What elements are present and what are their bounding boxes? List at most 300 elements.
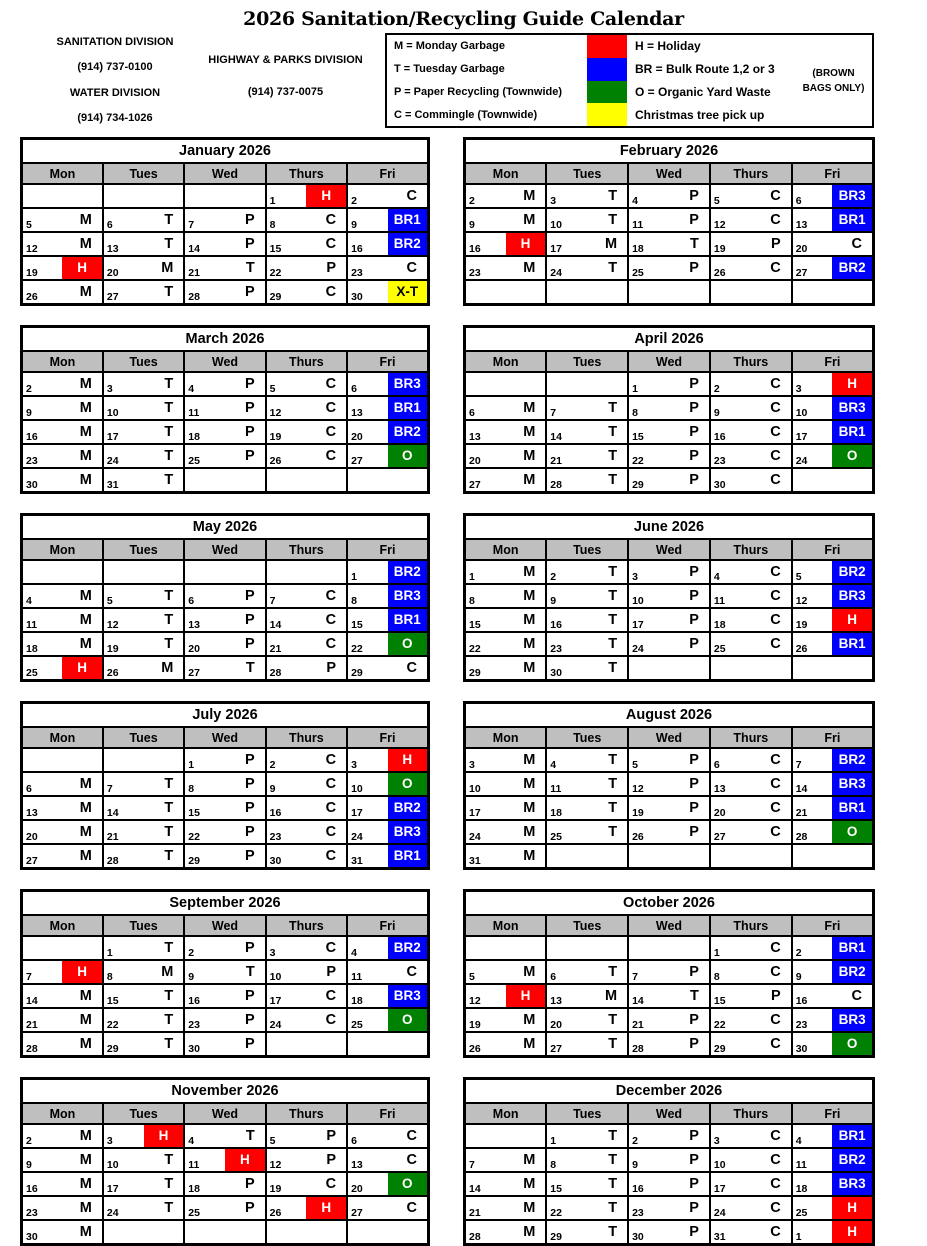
month-title: March 2026 xyxy=(22,327,429,352)
pickup-code: P xyxy=(245,447,255,464)
pickup-code: T xyxy=(608,1035,618,1052)
pickup-code: C xyxy=(770,823,781,840)
date-number: 9 xyxy=(550,594,557,607)
pickup-code: O xyxy=(388,773,427,795)
date-number: 16 xyxy=(469,242,481,255)
date-number: 16 xyxy=(795,994,808,1007)
sanitation-water-contact-block xyxy=(30,36,200,124)
date-number: 9 xyxy=(26,406,32,419)
day-cell xyxy=(792,444,874,468)
date-number: 9 xyxy=(26,1158,32,1171)
day-cell xyxy=(347,280,428,305)
date-number: 23 xyxy=(632,1206,644,1219)
day-cell xyxy=(792,256,874,280)
dow-header: Tues xyxy=(546,915,628,936)
pickup-code: M xyxy=(523,611,536,628)
date-number: 11 xyxy=(26,618,38,631)
day-cell xyxy=(792,632,874,656)
day-cell xyxy=(266,1032,347,1057)
day-cell xyxy=(710,560,792,584)
date-number: 13 xyxy=(351,406,363,419)
day-cell xyxy=(22,396,103,420)
dow-header: Mon xyxy=(22,1103,103,1124)
day-cell xyxy=(628,844,710,869)
date-number: 27 xyxy=(351,1206,363,1219)
pickup-code: BR2 xyxy=(388,233,427,255)
day-cell xyxy=(546,184,628,208)
pickup-code: T xyxy=(164,1175,174,1192)
date-number: 20 xyxy=(106,266,119,279)
date-number: 10 xyxy=(351,782,363,795)
day-cell xyxy=(184,184,265,208)
date-number: 12 xyxy=(269,406,282,419)
date-number: 22 xyxy=(188,830,200,843)
pickup-code: C xyxy=(325,823,337,840)
week-row xyxy=(22,1124,429,1148)
pickup-code: C xyxy=(770,1175,781,1192)
pickup-code: P xyxy=(689,1223,699,1240)
day-cell xyxy=(184,560,265,584)
date-number: 31 xyxy=(469,854,481,867)
day-cell xyxy=(347,936,428,960)
date-number: 3 xyxy=(351,758,357,771)
pickup-code: T xyxy=(245,259,255,276)
pickup-code: P xyxy=(245,751,255,768)
week-row xyxy=(465,960,874,984)
week-row xyxy=(22,796,429,820)
day-cell xyxy=(792,820,874,844)
day-cell xyxy=(347,960,428,984)
pickup-code: C xyxy=(325,939,337,956)
pickup-code: M xyxy=(523,423,536,440)
week-row xyxy=(22,1032,429,1057)
pickup-code: C xyxy=(325,399,337,416)
pickup-code: P xyxy=(689,375,699,392)
date-number: 29 xyxy=(106,1042,119,1055)
pickup-code: C xyxy=(770,751,781,768)
date-number: 4 xyxy=(188,1134,195,1147)
pickup-code: M xyxy=(523,447,536,464)
date-number: 17 xyxy=(713,1182,726,1195)
week-row xyxy=(22,280,429,305)
date-number: 3 xyxy=(269,946,276,959)
day-cell xyxy=(710,820,792,844)
date-number: 23 xyxy=(713,454,726,467)
day-cell xyxy=(103,584,184,608)
date-number: 20 xyxy=(469,454,481,467)
day-cell xyxy=(628,1124,710,1148)
day-cell xyxy=(546,444,628,468)
pickup-code: T xyxy=(608,399,618,416)
dow-header: Wed xyxy=(628,915,710,936)
pickup-code: T xyxy=(164,987,174,1004)
pickup-code: P xyxy=(689,447,699,464)
dow-header: Tues xyxy=(546,1103,628,1124)
day-cell xyxy=(710,184,792,208)
date-number: 9 xyxy=(795,970,802,983)
date-number: 1 xyxy=(106,946,113,959)
day-cell xyxy=(465,1172,547,1196)
pickup-code: M xyxy=(79,1035,92,1052)
date-number: 24 xyxy=(469,830,481,843)
pickup-code: M xyxy=(79,587,92,604)
date-number: 13 xyxy=(795,218,808,231)
pickup-code: C xyxy=(325,987,337,1004)
week-row xyxy=(465,396,874,420)
day-cell xyxy=(792,208,874,232)
date-number: 3 xyxy=(632,570,638,583)
day-cell xyxy=(103,1008,184,1032)
day-cell xyxy=(546,656,628,681)
day-cell xyxy=(546,372,628,396)
dow-header: Thurs xyxy=(266,163,347,184)
legend-box xyxy=(385,33,874,128)
dow-header: Fri xyxy=(792,915,874,936)
dow-header: Mon xyxy=(22,539,103,560)
pickup-code: X-T xyxy=(388,281,427,303)
pickup-code: BR2 xyxy=(832,1149,872,1171)
pickup-code: M xyxy=(79,447,92,464)
date-number: 2 xyxy=(795,946,802,959)
pickup-code: M xyxy=(523,1035,536,1052)
day-cell xyxy=(22,1124,103,1148)
day-cell xyxy=(628,444,710,468)
day-cell xyxy=(103,656,184,681)
month-title: April 2026 xyxy=(465,327,874,352)
pickup-code: T xyxy=(164,1199,174,1216)
pickup-code: P xyxy=(771,235,781,252)
month-calendar-december xyxy=(463,1077,875,1246)
date-number: 17 xyxy=(795,430,808,443)
day-cell xyxy=(347,256,428,280)
date-number: 6 xyxy=(106,218,113,231)
christmas-color-swatch xyxy=(587,103,627,126)
day-cell xyxy=(266,1008,347,1032)
week-row xyxy=(465,1172,874,1196)
date-number: 21 xyxy=(106,830,119,843)
date-number: 5 xyxy=(269,382,276,395)
date-number: 15 xyxy=(188,806,200,819)
date-number: 6 xyxy=(469,406,475,419)
date-number: 6 xyxy=(550,970,557,983)
date-number: 1 xyxy=(713,946,720,959)
day-cell xyxy=(184,984,265,1008)
dow-header: Wed xyxy=(184,1103,265,1124)
date-number: 20 xyxy=(713,806,726,819)
day-cell xyxy=(546,1172,628,1196)
pickup-code: P xyxy=(689,563,699,580)
bulk-route-color-swatch xyxy=(587,58,627,81)
day-header-row xyxy=(465,539,874,560)
pickup-code: T xyxy=(164,235,174,252)
pickup-code: M xyxy=(523,587,536,604)
day-cell xyxy=(465,396,547,420)
pickup-code: T xyxy=(690,235,699,252)
date-number: 17 xyxy=(106,1182,119,1195)
day-cell xyxy=(103,468,184,493)
date-number: 2 xyxy=(550,570,557,583)
pickup-code: T xyxy=(608,1199,618,1216)
day-cell xyxy=(628,560,710,584)
date-number: 7 xyxy=(188,218,195,231)
pickup-code: H xyxy=(832,609,872,631)
pickup-code: C xyxy=(770,1127,781,1144)
pickup-code: O xyxy=(388,1173,427,1195)
legend-code-tuesday: T = Tuesday Garbage xyxy=(394,63,505,76)
date-number: 16 xyxy=(188,994,200,1007)
date-number: 24 xyxy=(632,642,644,655)
day-cell xyxy=(22,372,103,396)
date-number: 21 xyxy=(269,642,282,655)
pickup-code: C xyxy=(770,399,781,416)
day-cell xyxy=(546,420,628,444)
pickup-code: P xyxy=(689,1151,699,1168)
day-cell xyxy=(103,256,184,280)
date-number: 17 xyxy=(351,806,363,819)
date-number: 7 xyxy=(26,970,32,983)
date-number: 3 xyxy=(795,382,802,395)
day-cell xyxy=(628,820,710,844)
day-cell xyxy=(792,420,874,444)
date-number: 8 xyxy=(632,406,638,419)
day-cell xyxy=(792,1172,874,1196)
date-number: 16 xyxy=(26,1182,38,1195)
date-number: 21 xyxy=(550,454,562,467)
day-cell xyxy=(465,844,547,869)
day-cell xyxy=(184,1148,265,1172)
date-number: 22 xyxy=(351,642,363,655)
date-number: 24 xyxy=(351,830,363,843)
date-number: 27 xyxy=(351,454,363,467)
highway-parks-contact-block xyxy=(198,54,373,98)
date-number: 11 xyxy=(188,1158,200,1171)
date-number: 11 xyxy=(351,970,363,983)
day-cell xyxy=(465,772,547,796)
day-cell xyxy=(792,396,874,420)
day-cell xyxy=(628,280,710,305)
date-number: 13 xyxy=(188,618,200,631)
day-cell xyxy=(792,1148,874,1172)
day-cell xyxy=(546,1124,628,1148)
pickup-code: C xyxy=(770,611,781,628)
pickup-code: C xyxy=(325,1175,337,1192)
date-number: 26 xyxy=(106,666,119,679)
pickup-code: T xyxy=(164,1011,174,1028)
day-cell xyxy=(266,1124,347,1148)
day-cell xyxy=(103,608,184,632)
pickup-code: C xyxy=(325,1011,337,1028)
dow-header: Thurs xyxy=(710,727,792,748)
pickup-code: M xyxy=(523,1011,536,1028)
pickup-code: BR1 xyxy=(832,421,872,443)
day-cell xyxy=(266,184,347,208)
date-number: 13 xyxy=(351,1158,363,1171)
day-cell xyxy=(184,608,265,632)
date-number: 3 xyxy=(106,382,113,395)
date-number: 27 xyxy=(188,666,200,679)
pickup-code: C xyxy=(325,423,337,440)
day-cell xyxy=(465,184,547,208)
calendar-page xyxy=(0,8,927,1246)
month-title: December 2026 xyxy=(465,1079,874,1104)
date-number: 15 xyxy=(469,618,481,631)
month-title: October 2026 xyxy=(465,891,874,916)
pickup-code: P xyxy=(245,847,255,864)
date-number: 22 xyxy=(550,1206,562,1219)
pickup-code: M xyxy=(523,471,536,488)
date-number: 5 xyxy=(795,570,802,583)
dow-header: Wed xyxy=(628,539,710,560)
pickup-code: P xyxy=(689,1011,699,1028)
pickup-code: C xyxy=(325,611,337,628)
pickup-code: T xyxy=(245,963,255,980)
week-row xyxy=(22,656,429,681)
day-cell xyxy=(22,232,103,256)
day-cell xyxy=(546,844,628,869)
day-cell xyxy=(184,232,265,256)
week-row xyxy=(22,208,429,232)
date-number: 30 xyxy=(26,478,38,491)
date-number: 10 xyxy=(469,782,481,795)
pickup-code: T xyxy=(164,847,174,864)
pickup-code: T xyxy=(164,799,174,816)
pickup-code: M xyxy=(79,799,92,816)
division-phone: (914) 734-1026 xyxy=(77,111,153,124)
pickup-code: BR1 xyxy=(388,397,427,419)
date-number: 29 xyxy=(469,666,481,679)
day-cell xyxy=(22,468,103,493)
pickup-code: T xyxy=(608,775,618,792)
pickup-code: T xyxy=(164,635,174,652)
header xyxy=(20,32,907,131)
date-number: 30 xyxy=(26,1230,38,1243)
pickup-code: C xyxy=(325,847,337,864)
date-number: 30 xyxy=(632,1230,644,1243)
date-number: 25 xyxy=(795,1206,808,1219)
date-number: 23 xyxy=(269,830,282,843)
day-cell xyxy=(710,984,792,1008)
day-cell xyxy=(792,1008,874,1032)
day-cell xyxy=(546,1008,628,1032)
date-number: 22 xyxy=(632,454,644,467)
day-cell xyxy=(103,396,184,420)
day-cell xyxy=(266,1220,347,1245)
week-row xyxy=(465,280,874,305)
day-cell xyxy=(103,444,184,468)
day-cell xyxy=(710,1148,792,1172)
date-number: 31 xyxy=(351,854,363,867)
pickup-code: BR2 xyxy=(388,937,427,959)
day-cell xyxy=(266,232,347,256)
dow-header: Thurs xyxy=(710,915,792,936)
day-cell xyxy=(22,772,103,796)
week-row xyxy=(22,984,429,1008)
pickup-code: C xyxy=(770,471,781,488)
pickup-code: H xyxy=(225,1149,265,1171)
dow-header: Mon xyxy=(465,351,547,372)
pickup-code: C xyxy=(770,1011,781,1028)
date-number: 5 xyxy=(26,218,32,231)
day-cell xyxy=(465,372,547,396)
day-header-row xyxy=(22,539,429,560)
day-cell xyxy=(103,1124,184,1148)
week-row xyxy=(22,444,429,468)
calendar-grid xyxy=(20,137,907,1246)
date-number: 14 xyxy=(550,430,562,443)
day-cell xyxy=(266,372,347,396)
pickup-code: M xyxy=(523,563,536,580)
pickup-code: T xyxy=(608,447,618,464)
date-number: 21 xyxy=(188,266,200,279)
day-cell xyxy=(792,1032,874,1057)
date-number: 10 xyxy=(713,1158,726,1171)
day-cell xyxy=(465,1032,547,1057)
day-header-row xyxy=(22,915,429,936)
day-cell xyxy=(465,208,547,232)
date-number: 8 xyxy=(269,218,276,231)
day-cell xyxy=(710,748,792,772)
day-cell xyxy=(710,584,792,608)
day-cell xyxy=(347,468,428,493)
day-cell xyxy=(546,232,628,256)
day-cell xyxy=(184,1032,265,1057)
pickup-code: M xyxy=(79,235,92,252)
day-cell xyxy=(628,420,710,444)
pickup-code: H xyxy=(62,961,101,983)
day-cell xyxy=(465,796,547,820)
pickup-code: H xyxy=(388,749,427,771)
date-number: 27 xyxy=(550,1042,562,1055)
date-number: 23 xyxy=(188,1018,200,1031)
date-number: 25 xyxy=(713,642,726,655)
pickup-code: C xyxy=(406,1199,417,1216)
date-number: 28 xyxy=(469,1230,481,1243)
pickup-code: C xyxy=(770,799,781,816)
month-title: June 2026 xyxy=(465,515,874,540)
day-cell xyxy=(465,984,547,1008)
day-cell xyxy=(792,748,874,772)
pickup-code: P xyxy=(689,823,699,840)
day-cell xyxy=(792,936,874,960)
pickup-code: C xyxy=(770,587,781,604)
pickup-code: BR2 xyxy=(832,749,872,771)
month-calendar-march xyxy=(20,325,430,494)
day-cell xyxy=(266,444,347,468)
day-cell xyxy=(266,608,347,632)
day-cell xyxy=(465,560,547,584)
date-number: 13 xyxy=(106,242,119,255)
day-cell xyxy=(103,632,184,656)
pickup-code: T xyxy=(164,399,174,416)
day-cell xyxy=(628,960,710,984)
date-number: 7 xyxy=(469,1158,475,1171)
division-phone: (914) 737-0100 xyxy=(77,61,153,74)
date-number: 9 xyxy=(713,406,720,419)
day-cell xyxy=(792,1220,874,1245)
pickup-code: T xyxy=(608,1223,618,1240)
legend-code-paper: P = Paper Recycling (Townwide) xyxy=(394,85,562,98)
week-row xyxy=(22,1172,429,1196)
date-number: 14 xyxy=(106,806,119,819)
date-number: 19 xyxy=(269,1182,282,1195)
date-number: 21 xyxy=(632,1018,644,1031)
date-number: 6 xyxy=(351,1134,357,1147)
day-cell xyxy=(792,984,874,1008)
pickup-code: H xyxy=(506,985,546,1007)
day-cell xyxy=(347,844,428,869)
date-number: 24 xyxy=(550,266,562,279)
date-number: 18 xyxy=(713,618,726,631)
